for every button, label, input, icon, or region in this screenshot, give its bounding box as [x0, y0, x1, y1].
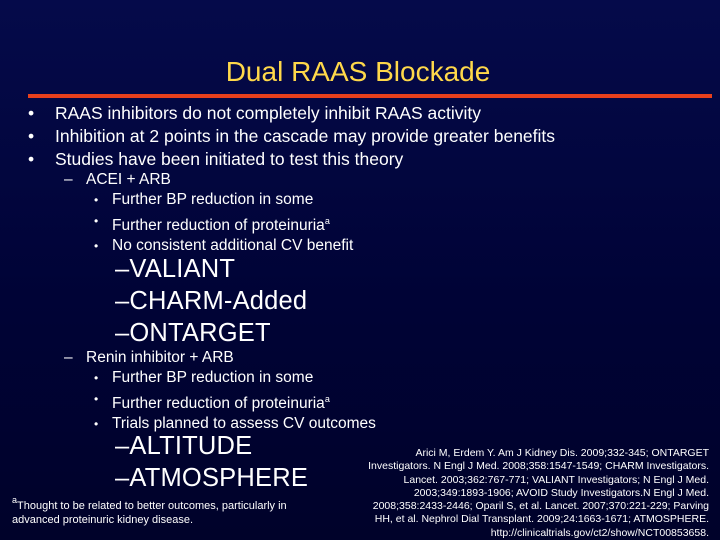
bullet-item: • Inhibition at 2 points in the cascade may provide greater benefits: [28, 125, 555, 148]
bullet-item: • RAAS inhibitors do not completely inhibit RAAS activity: [28, 102, 555, 125]
sub-bullet-heading: – ACEI + ARB: [64, 170, 171, 190]
trial-label: ONTARGET: [129, 319, 271, 347]
trial-dash: –: [115, 432, 130, 460]
main-bullet-list: [28, 102, 555, 171]
references: Arici M, Erdem Y. Am J Kidney Dis. 2009;332-345; ONTARGET Investigators. N Engl J Med. 2008;358:1547-1549; CHARM Investigators. Lancet. 2003;362:767-771; VALIANT Investigators; N Engl J Med. 2003;349:1893-1906; AVOID Study Investigators.N Engl J Med. 2008;358:2433-2446; Oparil S, et al. Lancet. 2007;370:221-229; Parving HH, et al. Nephrol Dial Transplant. 2009;24:1663-1671; ATMOSPHERE. http://clinicaltrials.gov/ct2/show/NCT00853658.: [368, 447, 709, 539]
footnote-marker: a: [324, 393, 330, 404]
trial-dash: –: [115, 464, 130, 492]
acei-arb-findings: [94, 190, 353, 257]
finding-text: No consistent additional CV benefit: [112, 237, 354, 254]
finding-text: Further BP reduction in some: [112, 369, 314, 386]
trial-name: [115, 285, 307, 317]
finding-text: Further BP reduction in some: [112, 191, 314, 208]
acei-arb-trials: [115, 253, 307, 349]
footnote-marker: a: [12, 495, 18, 505]
sub-bullet-acei-arb: [64, 170, 171, 190]
finding-item: [94, 211, 353, 237]
finding-item: [94, 368, 376, 389]
footnote: [12, 493, 332, 527]
finding-item: [94, 389, 376, 415]
trial-label: VALIANT: [129, 255, 236, 283]
trial-dash: –: [115, 319, 130, 347]
finding-text: Further reduction of proteinuria: [112, 394, 325, 412]
finding-text: Further reduction of proteinuria: [112, 216, 325, 234]
sub-bullet-heading: – Renin inhibitor + ARB: [64, 348, 234, 368]
trial-dash: –: [115, 287, 130, 315]
trial-name: [115, 317, 307, 349]
renin-arb-findings: [94, 368, 376, 435]
title-underline: [28, 94, 712, 98]
bullet-item: • Studies have been initiated to test this theory: [28, 148, 555, 171]
footnote-text: Thought to be related to better outcomes, particularly in advanced proteinuric kidney disease.: [12, 500, 287, 526]
slide-title: Dual RAAS Blockade: [225, 56, 491, 87]
trial-name: [115, 253, 307, 285]
trial-name: [115, 430, 308, 462]
sub-bullet-renin-arb: [64, 348, 234, 368]
finding-text: Trials planned to assess CV outcomes: [112, 415, 376, 432]
trial-label: ATMOSPHERE: [129, 464, 309, 492]
finding-item: [94, 190, 353, 211]
footnote-marker: a: [324, 215, 330, 226]
renin-arb-trials: [115, 430, 308, 494]
trial-label: CHARM-Added: [129, 287, 308, 315]
trial-name: [115, 462, 308, 494]
trial-label: ALTITUDE: [129, 432, 253, 460]
trial-dash: –: [115, 255, 130, 283]
